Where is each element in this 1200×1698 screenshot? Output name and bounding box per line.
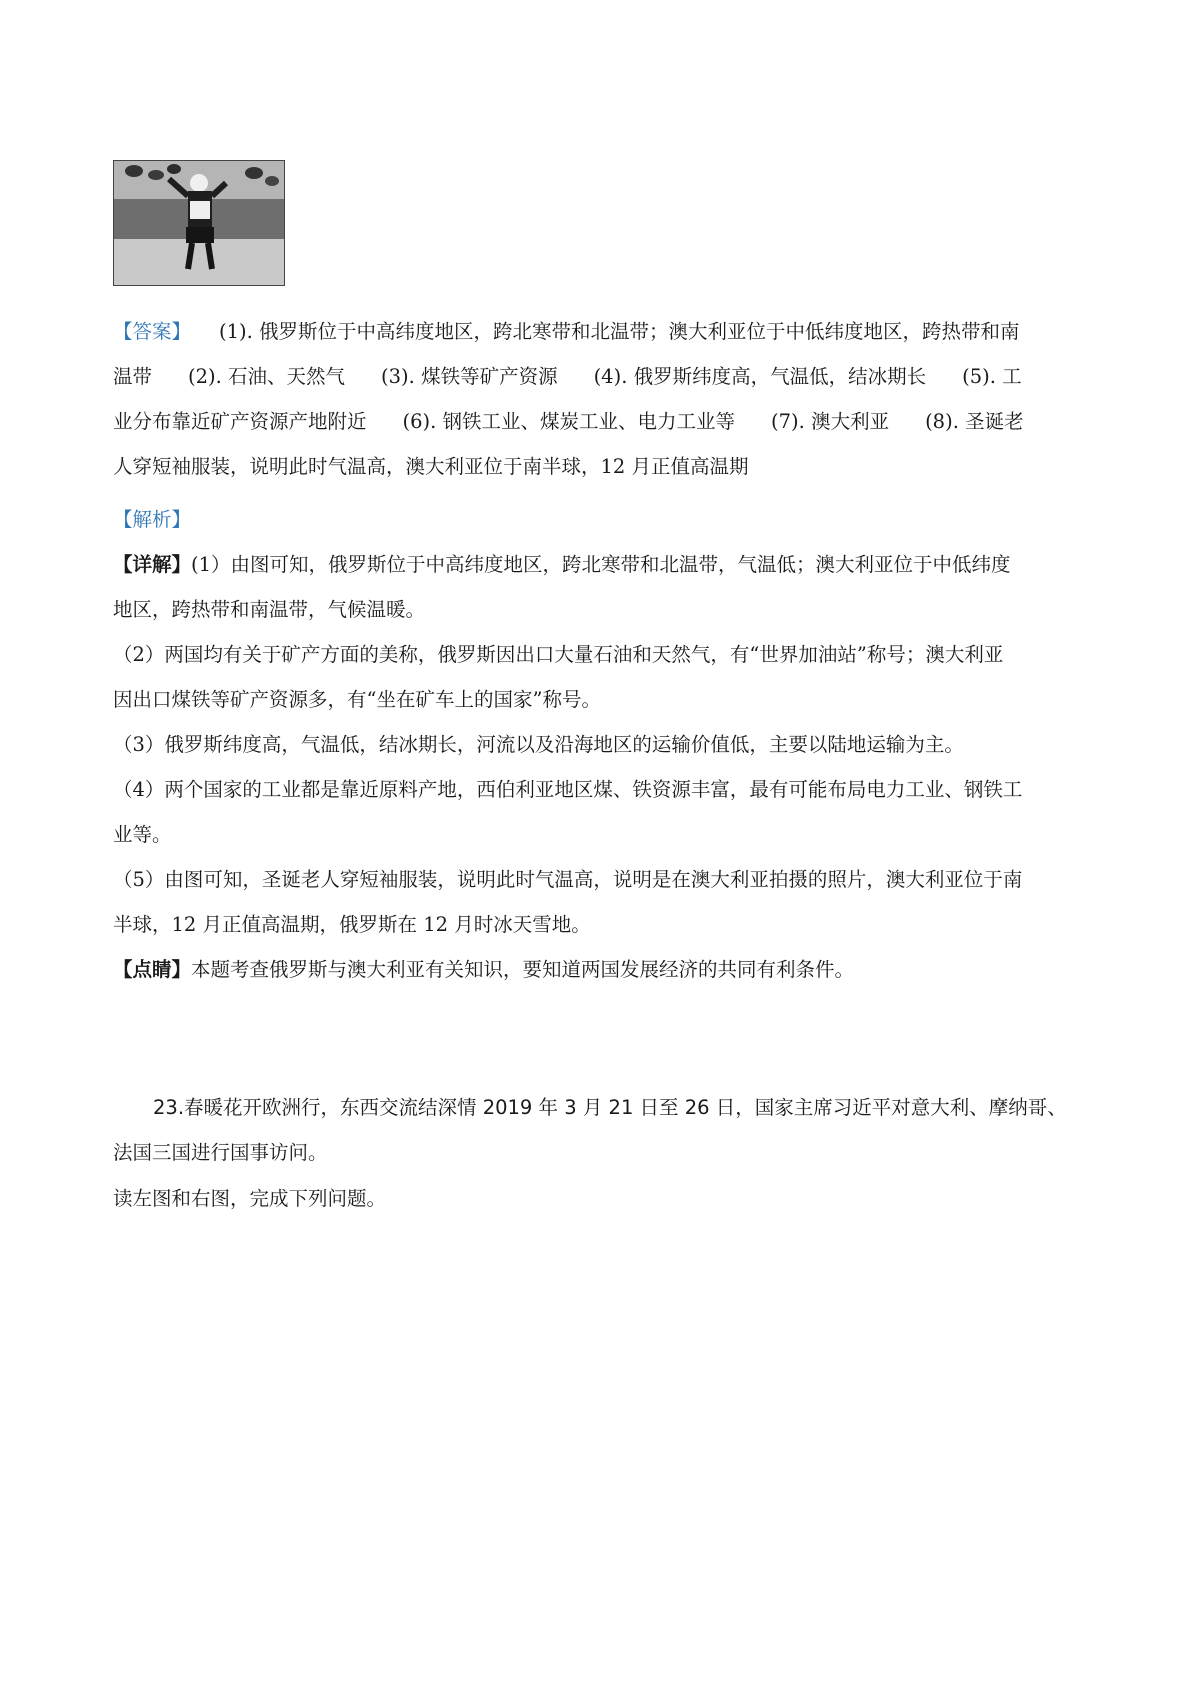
point-tag: 【点睛】 — [113, 958, 192, 981]
detail-text: (1）由图可知，俄罗斯位于中高纬度地区，跨北寒带和北温带，气温低；澳大利亚位于中低纬度 — [191, 553, 1011, 576]
question-23-line-1: 23.春暖花开欧洲行，东西交流结深情 2019 年 3 月 21 日至 26 日，国家主席习近平对意大利、摩纳哥、 — [153, 1096, 1067, 1119]
answer-line-text: (4). 俄罗斯纬度高，气温低，结冰期长 — [593, 365, 927, 388]
question-23-line-2: 法国三国进行国事访问。 — [113, 1141, 328, 1164]
analysis-tag: 【解析】 — [113, 508, 192, 531]
answer-line-2 — [113, 354, 1098, 399]
detail-tag: 【详解】 — [113, 553, 192, 576]
detail-paragraph-1-cont: 地区，跨热带和南温带，气候温暖。 — [113, 598, 426, 621]
point-paragraph — [113, 947, 1098, 992]
answer-line-1 — [113, 309, 1098, 354]
answer-line-text: 人穿短袖服装，说明此时气温高，澳大利亚位于南半球，12 月正值高温期 — [113, 455, 749, 478]
answer-line-3 — [113, 399, 1098, 444]
answer-line-text: (2). 石油、天然气 — [188, 365, 346, 388]
answer-line-text: (5). 工 — [962, 365, 1022, 388]
answer-line-text: (8). 圣诞老 — [925, 410, 1024, 433]
detail-paragraph-1 — [113, 542, 1098, 587]
question-23 — [113, 1085, 1098, 1175]
answer-line-text: (3). 煤铁等矿产资源 — [381, 365, 558, 388]
answer-tag: 【答案】 — [113, 320, 192, 343]
question-23-instruction — [113, 1176, 1098, 1221]
answer-line-text: 温带 — [113, 365, 153, 388]
detail-paragraph-2-cont: 因出口煤铁等矿产资源多，有“坐在矿车上的国家”称号。 — [113, 688, 601, 711]
detail-paragraph-4: （4）两个国家的工业都是靠近原料产地，西伯利亚地区煤、铁资源丰富，最有可能布局电力工业、钢铁工 — [113, 778, 1023, 801]
answer-section — [113, 309, 1098, 489]
santa-photo — [113, 160, 285, 286]
answer-line-4 — [113, 444, 1098, 489]
santa-photo-image — [114, 161, 284, 285]
analysis-section — [113, 497, 1098, 992]
answer-line-text: (6). 钢铁工业、煤炭工业、电力工业等 — [402, 410, 736, 433]
point-text: 本题考查俄罗斯与澳大利亚有关知识，要知道两国发展经济的共同有利条件。 — [191, 958, 855, 981]
detail-paragraph-3: （3）俄罗斯纬度高，气温低，结冰期长，河流以及沿海地区的运输价值低，主要以陆地运输为主。 — [113, 733, 964, 756]
detail-paragraph-4-cont: 业等。 — [113, 823, 172, 846]
answer-line-text: 业分布靠近矿产资源产地附近 — [113, 410, 367, 433]
answer-line-text: (7). 澳大利亚 — [771, 410, 890, 433]
detail-paragraph-5-cont: 半球，12 月正值高温期，俄罗斯在 12 月时冰天雪地。 — [113, 913, 591, 936]
answer-line-text: (1). 俄罗斯位于中高纬度地区，跨北寒带和北温带；澳大利亚位于中低纬度地区，跨热带和南 — [219, 320, 1020, 343]
detail-paragraph-5: （5）由图可知，圣诞老人穿短袖服装，说明此时气温高，说明是在澳大利亚拍摄的照片，澳大利亚位于南 — [113, 868, 1023, 891]
question-23-line-3: 读左图和右图，完成下列问题。 — [113, 1187, 387, 1210]
detail-paragraph-2: （2）两国均有关于矿产方面的美称，俄罗斯因出口大量石油和天然气，有“世界加油站”称号；澳大利亚 — [113, 643, 1004, 666]
